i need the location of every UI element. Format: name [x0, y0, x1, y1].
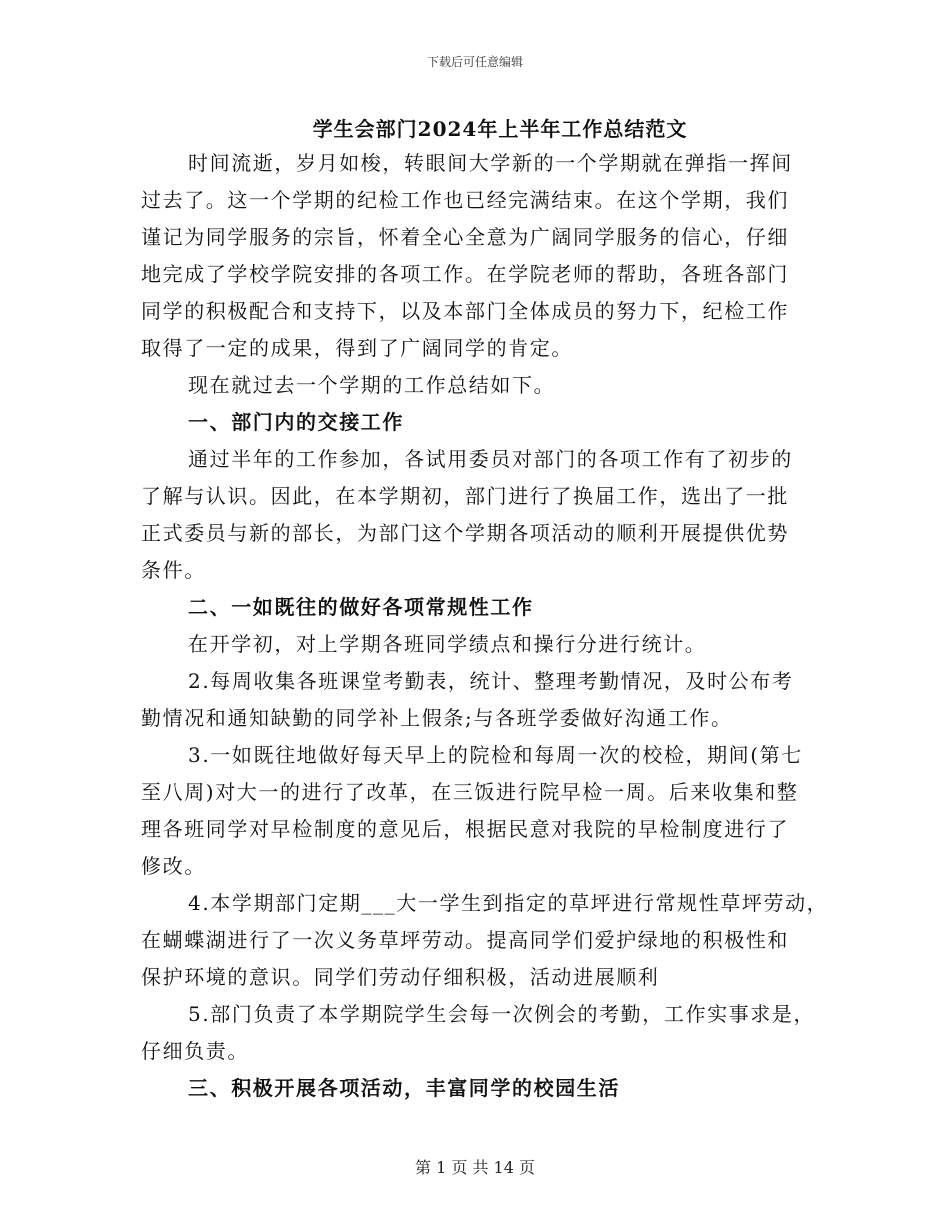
section-heading: 三、积极开展各项活动，丰富同学的校园生活 [188, 1076, 620, 1100]
paragraph-line: 在开学初，对上学期各班同学绩点和操行分进行统计。 [188, 632, 707, 656]
paragraph-line: 仔细负责。 [141, 1039, 249, 1063]
paragraph-line: 条件。 [141, 558, 206, 582]
paragraph-line: 在蝴蝶湖进行了一次义务草坪劳动。提高同学们爱护绿地的积极性和 [141, 928, 789, 952]
page-footer: 第 1 页 共 14 页 [415, 1158, 535, 1177]
paragraph-line: 过去了。这一个学期的纪检工作也已经完满结束。在这个学期，我们 [141, 188, 789, 212]
paragraph-line: 修改。 [141, 854, 206, 878]
paragraph-line: 地完成了学校学院安排的各项工作。在学院老师的帮助，各班各部门 [141, 262, 789, 286]
paragraph-line: 时间流逝，岁月如梭，转眼间大学新的一个学期就在弹指一挥间 [188, 151, 793, 175]
paragraph-line: 保护环境的意识。同学们劳动仔细积极，活动进展顺利 [141, 965, 660, 989]
paragraph-line: 谨记为同学服务的宗旨，怀着全心全意为广阔同学服务的信心，仔细 [141, 225, 789, 249]
page-header: 下载后可任意编辑 [426, 55, 523, 69]
paragraph-line: 勤情况和通知缺勤的同学补上假条;与各班学委做好沟通工作。 [141, 706, 733, 730]
paragraph-line: 理各班同学对早检制度的意见后，根据民意对我院的早检制度进行了 [141, 817, 789, 841]
section-heading: 一、部门内的交接工作 [188, 410, 404, 434]
paragraph-line: 至八周)对大一的进行了改革，在三饭进行院早检一周。后来收集和整 [141, 780, 799, 804]
paragraph-line: 取得了一定的成果，得到了广阔同学的肯定。 [141, 336, 573, 360]
paragraph-line: 同学的积极配合和支持下，以及本部门全体成员的努力下，纪检工作 [141, 299, 789, 323]
paragraph-line: 通过半年的工作参加，各试用委员对部门的各项工作有了初步的 [188, 447, 793, 471]
section-heading: 二、一如既往的做好各项常规性工作 [188, 595, 534, 619]
paragraph-line: 正式委员与新的部长，为部门这个学期各项活动的顺利开展提供优势 [141, 521, 789, 545]
paragraph-line: 3.一如既往地做好每天早上的院检和每周一次的校检，期间(第七 [188, 743, 803, 767]
paragraph-line: 4.本学期部门定期___大一学生到指定的草坪进行常规性草坪劳动， [188, 891, 829, 915]
document-title: 学生会部门2024年上半年工作总结范文 [312, 117, 688, 141]
paragraph-line: 2.每周收集各班课堂考勤表，统计、整理考勤情况，及时公布考 [188, 669, 794, 693]
paragraph-line: 5.部门负责了本学期院学生会每一次例会的考勤，工作实事求是， [188, 1002, 816, 1026]
paragraph-line: 现在就过去一个学期的工作总结如下。 [188, 373, 556, 397]
paragraph-line: 了解与认识。因此，在本学期初，部门进行了换届工作，选出了一批 [141, 484, 789, 508]
